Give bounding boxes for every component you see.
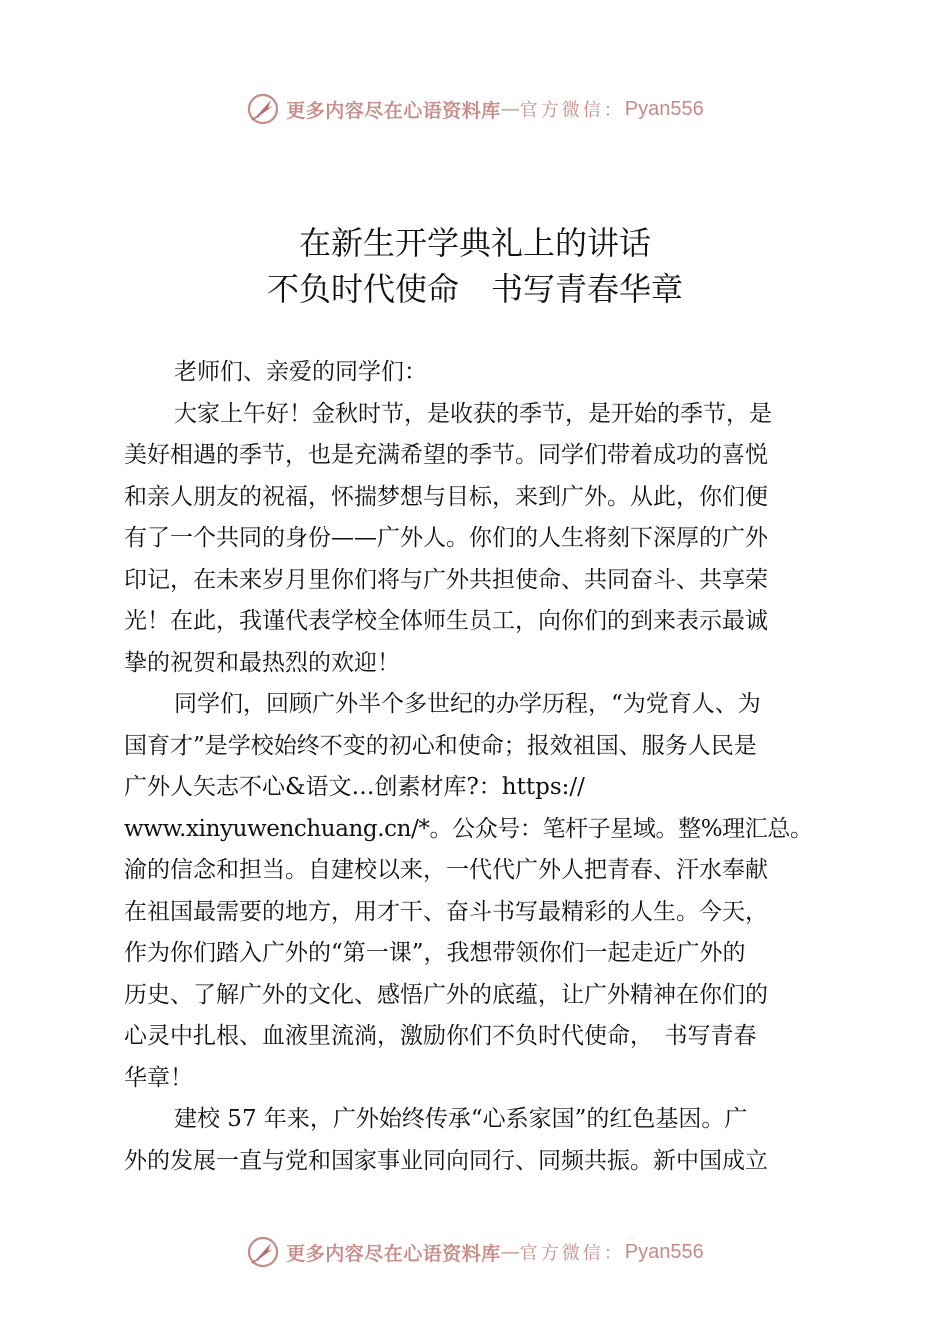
greeting-line: 老师们、亲爱的同学们： <box>174 359 427 385</box>
paragraph-line: 印记，在未来岁月里你们将与广外共担使命、共同奋斗、共享荣 <box>124 566 768 593</box>
footer-watermark-banner <box>0 1232 950 1272</box>
quill-pen-logo-icon <box>246 1235 280 1269</box>
paragraph-line: 美好相遇的季节，也是充满希望的季节。同学们带着成功的喜悦 <box>124 442 768 468</box>
banner-wechat-id: Pyan556 <box>624 97 704 120</box>
paragraph-line: 国育才”是学校始终不变的初心和使命；报效祖国、服务人民是 <box>124 732 757 759</box>
banner-dash: — <box>500 98 520 120</box>
banner-main-text: 更多内容尽在心语资料库 <box>286 99 501 122</box>
speech-body <box>124 352 834 1182</box>
paragraph-line: 渝的信念和担当。自建校以来，一代代广外人把青春、汗水奉献 <box>124 857 768 883</box>
paragraph-line: 在祖国最需要的地方，用才干、奋斗书写最精彩的人生。今天， <box>124 898 768 925</box>
paragraph-line: 有了一个共同的身份——广外人。你们的人生将刻下深厚的广外 <box>124 525 768 551</box>
paragraph-3 <box>124 1099 834 1182</box>
inserted-url-line: www.xinyuwenchuang.cn/*。公众号：笔杆子星域。整%理汇总。 <box>124 815 813 842</box>
banner-wechat-id: Pyan556 <box>624 1240 704 1263</box>
banner-wechat-label: 官方微信： <box>519 100 625 121</box>
paragraph-line: 挚的祝贺和最热烈的欢迎！ <box>124 649 400 676</box>
title-line-1: 在新生开学典礼上的讲话 <box>298 224 651 262</box>
banner-dash: — <box>500 1241 520 1263</box>
banner-main-text: 更多内容尽在心语资料库 <box>286 1242 501 1265</box>
quill-pen-logo-icon <box>246 92 280 126</box>
paragraph-line: 作为你们踏入广外的“第一课”，我想带领你们一起走近广外的 <box>124 940 746 966</box>
paragraph-line: 外的发展一直与党和国家事业同向同行、同频共振。新中国成立 <box>124 1147 768 1174</box>
paragraph-line: 华章！ <box>124 1064 193 1091</box>
paragraph-line: 和亲人朋友的祝福，怀揣梦想与目标，来到广外。从此，你们便 <box>124 483 768 510</box>
header-watermark-banner <box>0 89 950 129</box>
banner-wechat-label: 官方微信： <box>519 1243 625 1264</box>
paragraph-line: 大家上午好！金秋时节，是收获的季节，是开始的季节，是 <box>174 400 772 427</box>
paragraph-2 <box>124 684 834 1099</box>
paragraph-line: 同学们，回顾广外半个多世纪的办学历程，“为党育人、为 <box>174 691 761 717</box>
paragraph-line: 心灵中扎根、血液里流淌，激励你们不负时代使命， 书写青春 <box>124 1023 757 1049</box>
paragraph-line: 广外人矢志不心&语文…创素材库?：https:// <box>124 774 585 800</box>
paragraph-line: 建校 57 年来，广外始终传承“心系家国”的红色基因。广 <box>174 1106 748 1132</box>
paragraph-line: 历史、了解广外的文化、感悟广外的底蕴，让广外精神在你们的 <box>124 981 768 1008</box>
paragraph-1 <box>124 394 834 685</box>
paragraph-line: 光！在此，我谨代表学校全体师生员工，向你们的到来表示最诚 <box>124 608 768 634</box>
title-line-2: 不负时代使命 书写青春华章 <box>266 270 683 308</box>
